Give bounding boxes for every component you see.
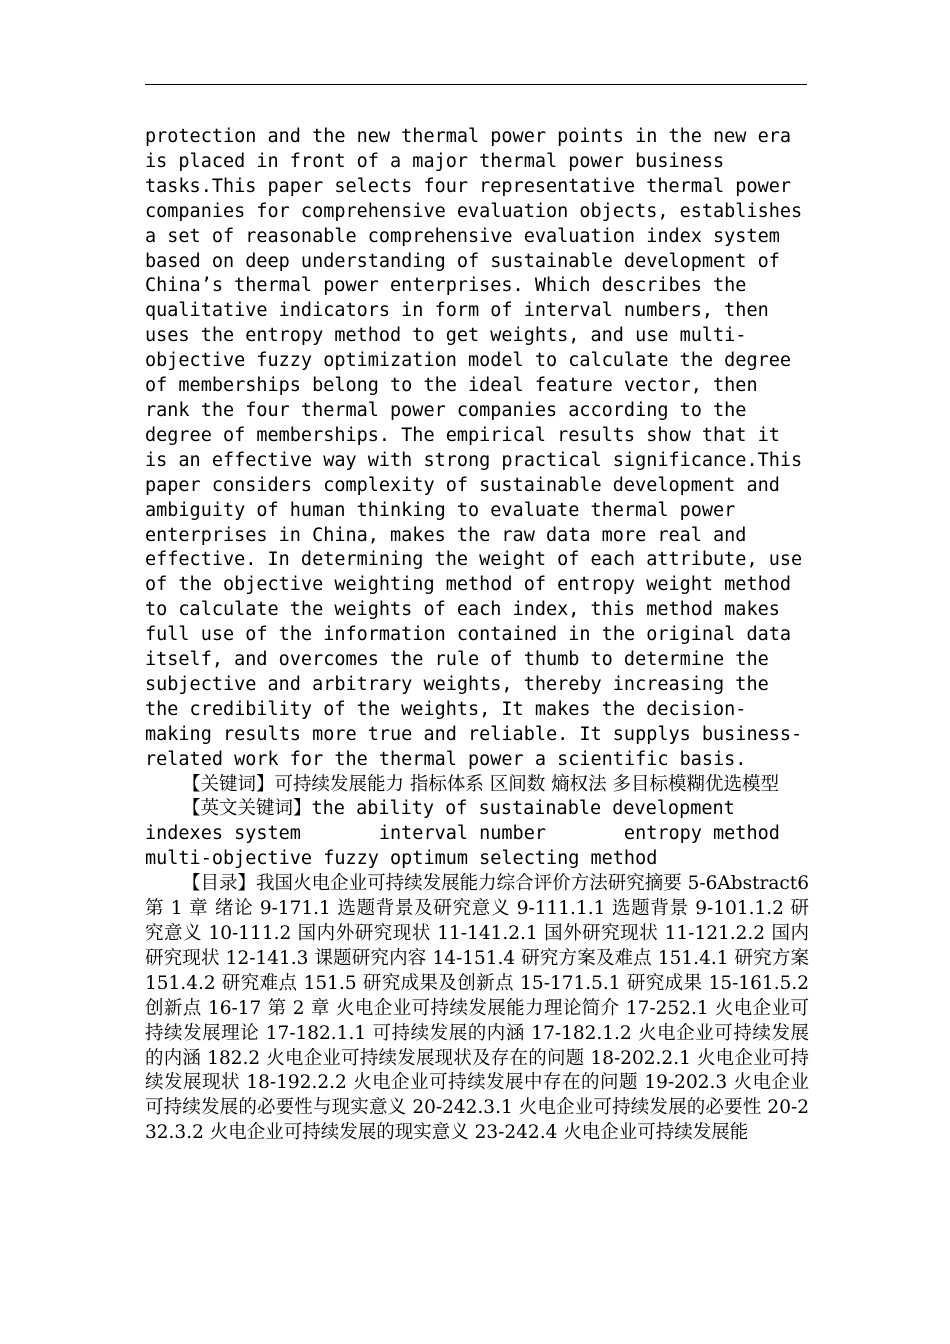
english-abstract — [145, 125, 809, 773]
keywords-cn-value: 可持续发展能力 指标体系 区间数 熵权法 多目标模糊优选模型 — [274, 773, 780, 795]
header-rule — [145, 84, 807, 85]
keywords-en-paragraph — [145, 797, 809, 872]
abstract-line: China’s thermal power enterprises. Which describes the — [145, 275, 747, 297]
abstract-line: is an effective way with strong practical significance.This — [145, 449, 803, 471]
abstract-line: the credibility of the weights, It makes the decision- — [145, 698, 747, 720]
abstract-line: a set of reasonable comprehensive evaluation index system — [145, 225, 780, 247]
abstract-line: rank the four thermal power companies according to the — [145, 399, 747, 421]
toc-label: 【目录】 — [182, 873, 257, 895]
abstract-line: companies for comprehensive evaluation objects, establishes — [145, 200, 803, 222]
abstract-line: ambiguity of human thinking to evaluate thermal power — [145, 499, 736, 521]
keywords-en-line-3: multi-objective fuzzy optimum selecting method — [145, 848, 658, 870]
document-body — [145, 125, 809, 1146]
abstract-line: protection and the new thermal power points in the new era — [145, 126, 792, 147]
keywords-cn-paragraph — [145, 773, 809, 798]
abstract-line: of the objective weighting method of entropy weight method — [145, 574, 792, 596]
keywords-en-line-2: indexes system interval number entropy method — [145, 823, 780, 845]
abstract-line: is placed in front of a major thermal power business — [145, 150, 725, 172]
abstract-line: objective fuzzy optimization model to calculate the degree — [145, 350, 792, 372]
abstract-line: effective. In determining the weight of each attribute, use — [145, 549, 803, 571]
abstract-line: qualitative indicators in form of interval numbers, then — [145, 300, 769, 322]
abstract-line: degree of memberships. The empirical results show that it — [145, 424, 780, 446]
keywords-en-line-1: the ability of sustainable development — [311, 798, 735, 820]
table-of-contents — [145, 872, 809, 1146]
keywords-cn-label: 【关键词】 — [182, 773, 275, 795]
abstract-line: to calculate the weights of each index, this method makes — [145, 599, 780, 621]
abstract-line: making results more true and reliable. It supplys business- — [145, 723, 803, 745]
abstract-line: tasks.This paper selects four representative thermal power — [145, 175, 792, 197]
abstract-line: uses the entropy method to get weights, and use multi- — [145, 325, 747, 347]
abstract-line: of memberships belong to the ideal feature vector, then — [145, 375, 758, 397]
abstract-line: itself, and overcomes the rule of thumb to determine the — [145, 649, 769, 671]
abstract-line: subjective and arbitrary weights, thereby increasing the — [145, 673, 769, 695]
abstract-line: full use of the information contained in the original data — [145, 624, 792, 646]
abstract-line: based on deep understanding of sustainable development of — [145, 250, 780, 272]
keywords-en-label: 【英文关键词】 — [182, 798, 312, 820]
abstract-line: enterprises in China, makes the raw data more real and — [145, 524, 747, 546]
abstract-line: related work for the thermal power a scientific basis. — [145, 748, 747, 770]
toc-value: 我国火电企业可持续发展能力综合评价方法研究摘要 5-6Abstract6 第 1 章 绪论 9-171.1 选题背景及研究意义 9-111.1.1 选题背景 9-101.1.2 研究意义 10-111.2 国内外研究现状 11-141.2.1 国外研究现状 11-121.2.2 国内研究现状 12-141.3 课题研究内容 14-151.4 研究方案及难点 151.4.1 研究方案 151.4.2 研究难点 151.5 研究成果及创新点 15-171.5.1 研究成果 15-161.5.2 创新点 16-17 第 2 章 火电企业可持续发展能力理论简介 17-252.1 火电企业可持续发展理论 17-182.1.1 可持续发展的内涵 17-182.1.2 火电企业可持续发展的内涵 182.2 火电企业可持续发展现状及存在的问题 18-202.2.1 火电企业可持续发展现状 18-192.2.2 火电企业可持续发展中存在的问题 19-202.3 火电企业可持续发展的必要性与现实意义 20-242.3.1 火电企业可持续发展的必要性 20-232.3.2 火电企业可持续发展的现实意义 23-242.4 火电企业可持续发展能 — [145, 873, 809, 1144]
abstract-line: paper considers complexity of sustainable development and — [145, 474, 780, 496]
